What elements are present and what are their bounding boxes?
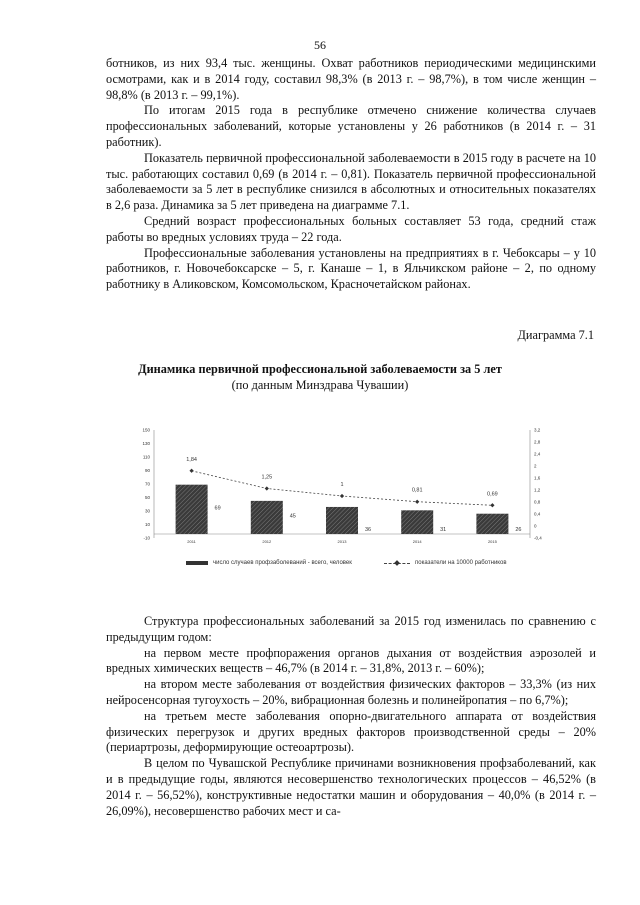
diagram-label: Диаграмма 7.1 <box>517 328 594 342</box>
y-right-tick-label: 2,4 <box>534 451 541 457</box>
bar <box>401 510 433 534</box>
legend-line-label: показатели на 10000 работников <box>415 560 507 566</box>
paragraph: ботников, из них 93,4 тыс. женщины. Охват работников периодическими медицинскими осмотрами, как и в 2014 году, составил 98,3% (в 2013 г. – 98,7%), в том числе женщин – 98,8% (в 2013 г. – 99,1%). <box>106 56 596 102</box>
paragraph: на третьем месте заболевания опорно-двигательного аппарата от воздействия физических перегрузок и других вредных факторов производственной среды – 20% (периартрозы, деформирующие остеоартрозы). <box>106 708 596 755</box>
top-text-block <box>106 56 596 293</box>
paragraph: В целом по Чувашской Республике причинами возникновения профзаболеваний, как и в предыдущие годы, являются несовершенство технологических процессов – 46,52% (в 2014 г. – 56,52%), конструктивные недостатки машин и оборудования – 40,0% (в 2014 г. – 26,09%), несовершенство рабочих мест и са- <box>106 756 596 818</box>
x-tick-label: 2011 <box>187 539 196 544</box>
bar <box>176 485 208 534</box>
line-marker <box>265 486 269 490</box>
x-tick-label: 2013 <box>337 539 347 544</box>
chart-title: Динамика первичной профессиональной заболеваемости за 5 лет <box>138 362 502 376</box>
legend-item-line <box>384 560 507 566</box>
paragraph: Средний возраст профессиональных больных составляет 53 года, средний стаж работы во вредных условиях труда – 22 года. <box>106 213 596 244</box>
x-tick-label: 2014 <box>412 539 422 544</box>
line-marker <box>490 503 494 507</box>
bar <box>251 501 283 534</box>
paragraph: По итогам 2015 года в республике отмечено снижение количества случаев профессиональных заболеваний, которые установлены у 26 работников (в 2014 г. – 31 работник). <box>106 103 596 149</box>
y-left-tick-label: 130 <box>142 441 150 446</box>
y-left-tick-label: -10 <box>143 535 150 541</box>
bar <box>326 507 358 534</box>
chart-subtitle: (по данным Минздрава Чувашии) <box>231 378 409 392</box>
line-value-label: 0,81 <box>411 487 423 494</box>
line-value-label: 1,84 <box>186 456 197 463</box>
y-right-tick-label: 3,2 <box>534 427 541 433</box>
bottom-text-block <box>106 614 596 819</box>
paragraph: Профессиональные заболевания установлены на предприятиях в г. Чебоксары – у 10 работников, г. Новочебоксарске – 5, г. Канаше – 1, в Яльчикском районе – 2, по одному работнику в Аликовском, Комсомольском, Красночетайском районах. <box>106 245 596 292</box>
bar-value-label: 31 <box>440 527 447 533</box>
chart-plot <box>132 420 552 548</box>
paragraph: на втором месте заболевания от воздействия физических факторов – 33,3% (из них нейросенсорная тугоухость – 20%, вибрационная болезнь и полинейропатия – по 6,7%); <box>106 677 596 707</box>
bar-value-label: 69 <box>214 505 221 512</box>
line-value-label: 1 <box>340 482 344 488</box>
line-marker <box>340 494 344 498</box>
series-line <box>192 471 493 506</box>
line-marker <box>189 469 193 473</box>
y-right-tick-label: 1,2 <box>534 487 541 493</box>
bar-value-label: 36 <box>364 527 372 533</box>
page-number: 56 <box>314 38 326 52</box>
legend-line-swatch <box>384 563 410 564</box>
paragraph: Показатель первичной профессиональной заболеваемости в 2015 году в расчете на 10 тыс. работающих составил 0,69 (в 2014 г. – 0,81). Показатель первичной профессиональной заболеваемости за 5 лет в республике снизился в абсолютных и относительных показателях в 2,6 раза. Динамика за 5 лет приведена на диаграмме 7.1. <box>106 150 596 213</box>
line-value-label: 0,69 <box>487 491 498 498</box>
x-tick-label: 2015 <box>487 539 497 544</box>
y-right-tick-label: 2 <box>534 463 537 469</box>
paragraph: Структура профессиональных заболеваний за 2015 год изменилась по сравнению с предыдущим годом: <box>106 614 596 644</box>
legend-item-bars <box>186 560 352 566</box>
paragraph: на первом месте профпоражения органов дыхания от воздействия аэрозолей и вредных химических веществ – 46,7% (в 2014 г. – 31,8%, 2013 г. – 60%); <box>106 645 596 676</box>
y-left-tick-label: 30 <box>144 508 150 514</box>
legend-bar-swatch <box>186 561 208 565</box>
bar-value-label: 45 <box>289 513 296 520</box>
bar-value-label: 26 <box>515 527 522 533</box>
y-left-tick-label: 70 <box>144 481 150 487</box>
y-right-tick-label: 2,8 <box>534 439 541 445</box>
y-right-tick-label: 0 <box>534 523 537 529</box>
y-left-tick-label: 10 <box>144 522 150 527</box>
y-right-tick-label: 1,6 <box>534 475 541 481</box>
y-left-tick-label: 50 <box>144 495 150 500</box>
y-left-tick-label: 110 <box>142 454 150 460</box>
x-tick-label: 2012 <box>262 539 272 544</box>
bar <box>476 514 508 534</box>
y-right-tick-label: 0,8 <box>534 499 541 505</box>
line-value-label: 1,25 <box>261 474 273 481</box>
legend-bars-label: число случаев профзаболеваний - всего, человек <box>213 560 352 566</box>
y-right-tick-label: -0,4 <box>534 535 542 541</box>
line-marker <box>415 500 419 504</box>
y-left-tick-label: 90 <box>144 468 150 473</box>
y-left-tick-label: 150 <box>142 427 150 433</box>
y-right-tick-label: 0,4 <box>534 511 541 517</box>
